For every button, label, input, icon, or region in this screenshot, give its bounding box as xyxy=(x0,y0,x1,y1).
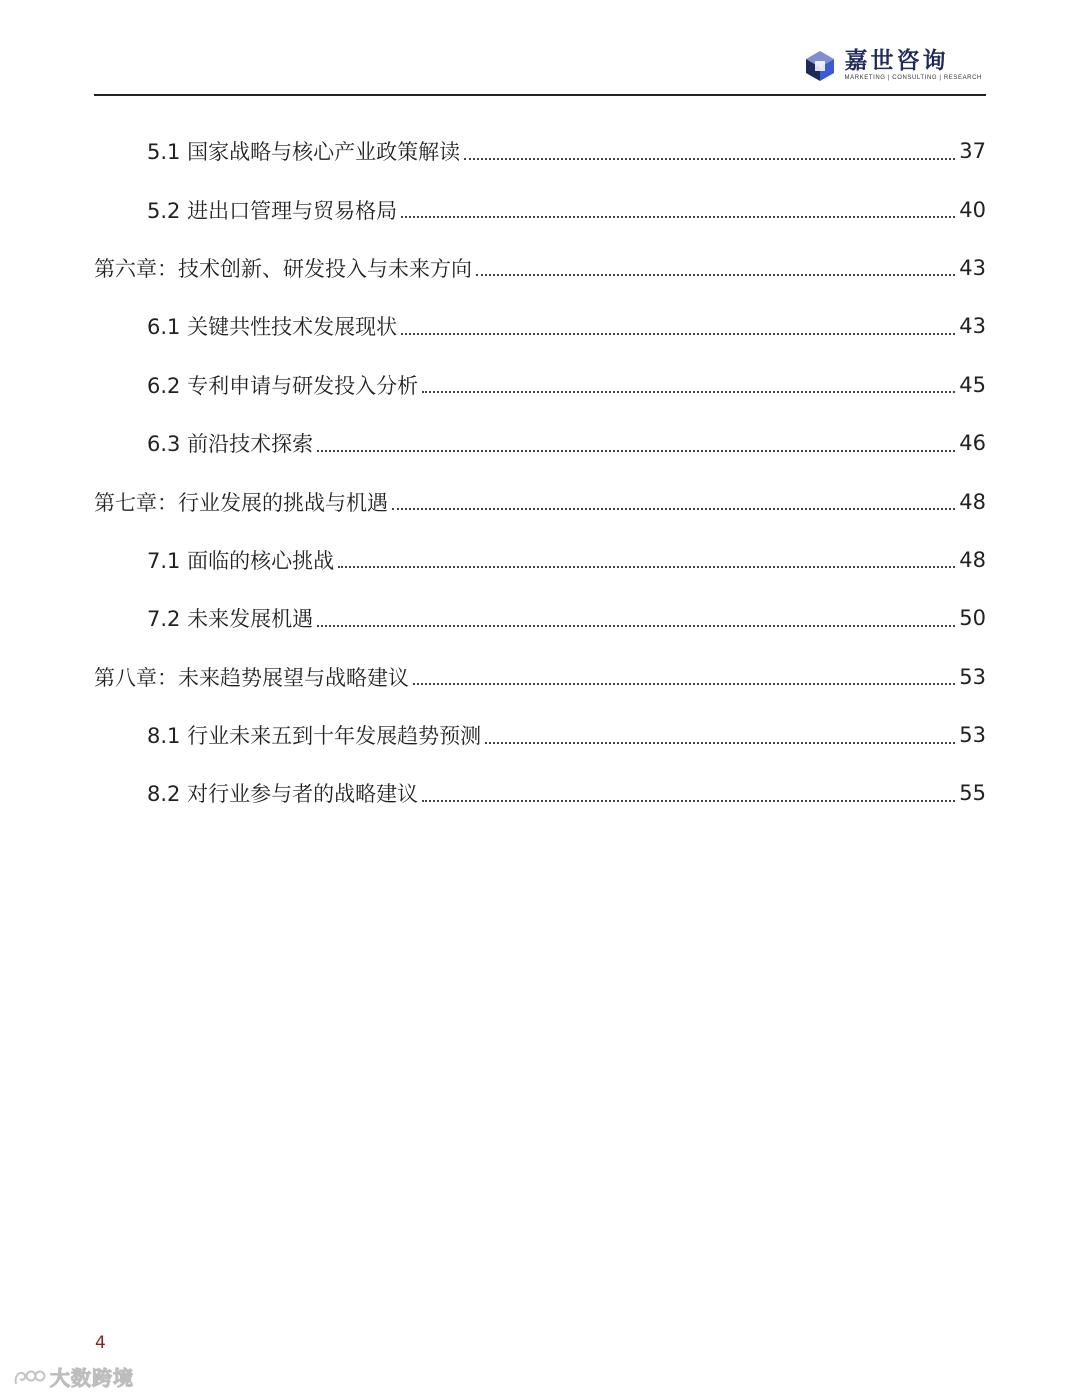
toc-entry-title: 8.2 对行业参与者的战略建议 xyxy=(147,782,419,807)
toc-dot-leader xyxy=(317,449,955,452)
watermark xyxy=(12,1362,134,1391)
toc-entry-page: 45 xyxy=(959,372,986,397)
toc-entry-page: 48 xyxy=(959,547,986,572)
watermark-text: 大数跨境 xyxy=(50,1366,134,1390)
toc-entry[interactable] xyxy=(94,706,986,764)
logo-tagline: MARKETING | CONSULTING | RESEARCH xyxy=(844,75,982,81)
toc-entry-title: 6.3 前沿技术探索 xyxy=(147,432,314,457)
toc-entry[interactable] xyxy=(94,122,986,180)
toc-entry-page: 53 xyxy=(959,723,986,748)
toc-entry[interactable] xyxy=(94,356,986,414)
toc-entry-title: 6.2 专利申请与研发投入分析 xyxy=(147,373,419,398)
toc-entry-page: 53 xyxy=(959,664,986,689)
toc-entry-title: 6.1 关键共性技术发展现状 xyxy=(147,315,398,340)
toc-entry[interactable] xyxy=(94,414,986,472)
toc-entry[interactable] xyxy=(94,180,986,238)
page-number: 4 xyxy=(95,1333,106,1353)
toc-entry[interactable] xyxy=(94,297,986,355)
toc-entry[interactable] xyxy=(94,239,986,297)
toc-entry-title: 5.1 国家战略与核心产业政策解读 xyxy=(147,140,461,165)
toc-entry-title: 7.2 未来发展机遇 xyxy=(147,607,314,632)
header-divider xyxy=(94,94,986,96)
toc-entry[interactable] xyxy=(94,764,986,822)
toc-entry-title: 7.1 面临的核心挑战 xyxy=(147,548,335,573)
toc-dot-leader xyxy=(338,565,955,568)
toc-dot-leader xyxy=(413,682,955,685)
company-logo xyxy=(803,48,983,83)
toc-entry-title: 8.1 行业未来五到十年发展趋势预测 xyxy=(147,724,482,749)
table-of-contents xyxy=(94,122,986,823)
toc-entry[interactable] xyxy=(94,648,986,706)
toc-entry-page: 46 xyxy=(959,431,986,456)
toc-dot-leader xyxy=(422,390,955,393)
logo-name: 嘉世咨询 xyxy=(844,48,949,74)
toc-dot-leader xyxy=(422,799,955,802)
toc-entry[interactable] xyxy=(94,531,986,589)
toc-dot-leader xyxy=(392,507,955,510)
toc-entry-title: 第六章：技术创新、研发投入与未来方向 xyxy=(94,256,472,281)
toc-dot-leader xyxy=(485,741,955,744)
toc-dot-leader xyxy=(464,157,955,160)
toc-entry-title: 5.2 进出口管理与贸易格局 xyxy=(147,198,398,223)
toc-entry-page: 48 xyxy=(959,489,986,514)
toc-dot-leader xyxy=(476,273,955,276)
brand-loop-icon xyxy=(12,1366,46,1388)
toc-dot-leader xyxy=(401,215,955,218)
toc-entry[interactable] xyxy=(94,589,986,647)
page-header xyxy=(94,40,986,96)
cube-logo-icon xyxy=(803,49,837,83)
toc-entry-title: 第八章：未来趋势展望与战略建议 xyxy=(94,665,409,690)
toc-entry-page: 50 xyxy=(959,606,986,631)
toc-dot-leader xyxy=(317,624,955,627)
toc-entry-page: 40 xyxy=(959,197,986,222)
toc-entry-page: 37 xyxy=(959,139,986,164)
toc-entry-page: 55 xyxy=(959,781,986,806)
toc-entry-page: 43 xyxy=(959,314,986,339)
toc-entry-page: 43 xyxy=(959,255,986,280)
toc-entry[interactable] xyxy=(94,472,986,530)
toc-dot-leader xyxy=(401,332,955,335)
toc-entry-title: 第七章：行业发展的挑战与机遇 xyxy=(94,490,388,515)
